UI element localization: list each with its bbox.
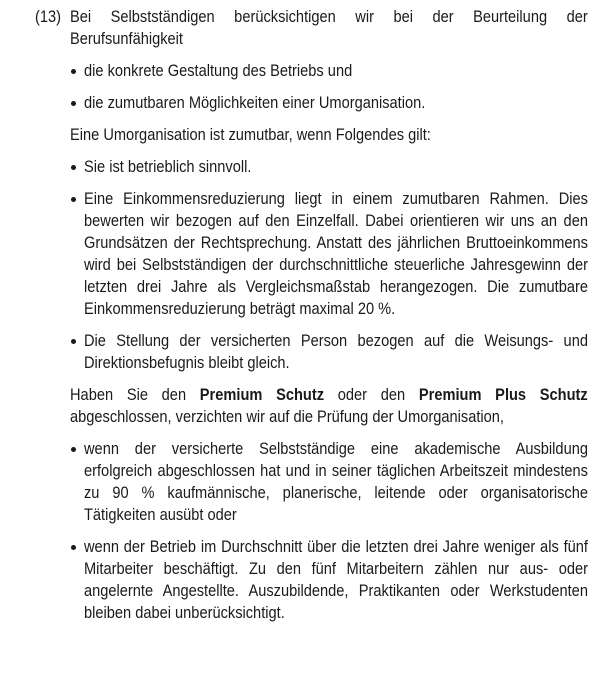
bullet-icon — [71, 447, 76, 452]
condition-intro: Eine Umorganisation ist zumutbar, wenn Folgendes gilt: — [70, 125, 431, 144]
condition-bullet-1: Sie ist betrieblich sinnvoll. — [70, 156, 588, 178]
bullet-icon — [71, 101, 76, 106]
condition-bullet-3: Die Stellung der versicherten Person bezogen auf die Weisungs- und Direktionsbefugnis bleibt gleich. — [70, 330, 588, 374]
condition-bullet-2: Eine Einkommensreduzierung liegt in einem zumutbaren Rahmen. Dies bewerten wir bezogen auf den Einzelfall. Dabei orientieren wir uns an den Grundsätzen der Rechtsprechung. Anstatt des jährlichen Bruttoeinkommens wird bei Selbstständigen der durchschnittliche steuerliche Jahresgewinn der letzten drei Jahre als Vergleichsmaßstab herangezogen. Die zumutbare Einkommensreduzierung beträgt maximal 20 %. — [70, 188, 588, 320]
premium-paragraph: Haben Sie den Premium Schutz oder den Premium Plus Schutz abgeschlossen, verzichten wir auf die Prüfung der Umorganisation, — [70, 385, 588, 426]
bullet-icon — [71, 69, 76, 74]
bullet-icon — [71, 545, 76, 550]
clause-intro: Bei Selbstständigen berücksichtigen wir bei der Beurteilung der Berufsunfähigkeit — [70, 7, 588, 48]
intro-bullet-1: die konkrete Gestaltung des Betriebs und — [70, 60, 588, 82]
intro-bullet-2: die zumutbaren Möglichkeiten einer Umorganisation. — [70, 92, 588, 114]
bullet-icon — [71, 339, 76, 344]
bullet-icon — [71, 197, 76, 202]
product-premium-schutz: Premium Schutz — [199, 385, 325, 404]
clause-number: (13) — [35, 7, 62, 26]
bullet-icon — [71, 165, 76, 170]
premium-bullet-2: wenn der Betrieb im Durchschnitt über die letzten drei Jahre weniger als fünf Mitarbeiter beschäftigt. Zu den fünf Mitarbeitern zählen nur aus- oder angelernte Angestellte. Auszubildende, Praktikanten oder Werkstudenten bleiben dabei unberücksichtigt. — [70, 536, 588, 624]
clause-body — [70, 6, 588, 634]
premium-bullet-1: wenn der versicherte Selbstständige eine akademische Ausbildung erfolgreich abgeschlossen hat und in seiner täglichen Arbeitszeit mindestens zu 90 % kaufmännische, planerische, leitende oder organisatorische Tätigkeiten ausübt oder — [70, 438, 588, 526]
product-premium-plus-schutz: Premium Plus Schutz — [418, 385, 588, 404]
